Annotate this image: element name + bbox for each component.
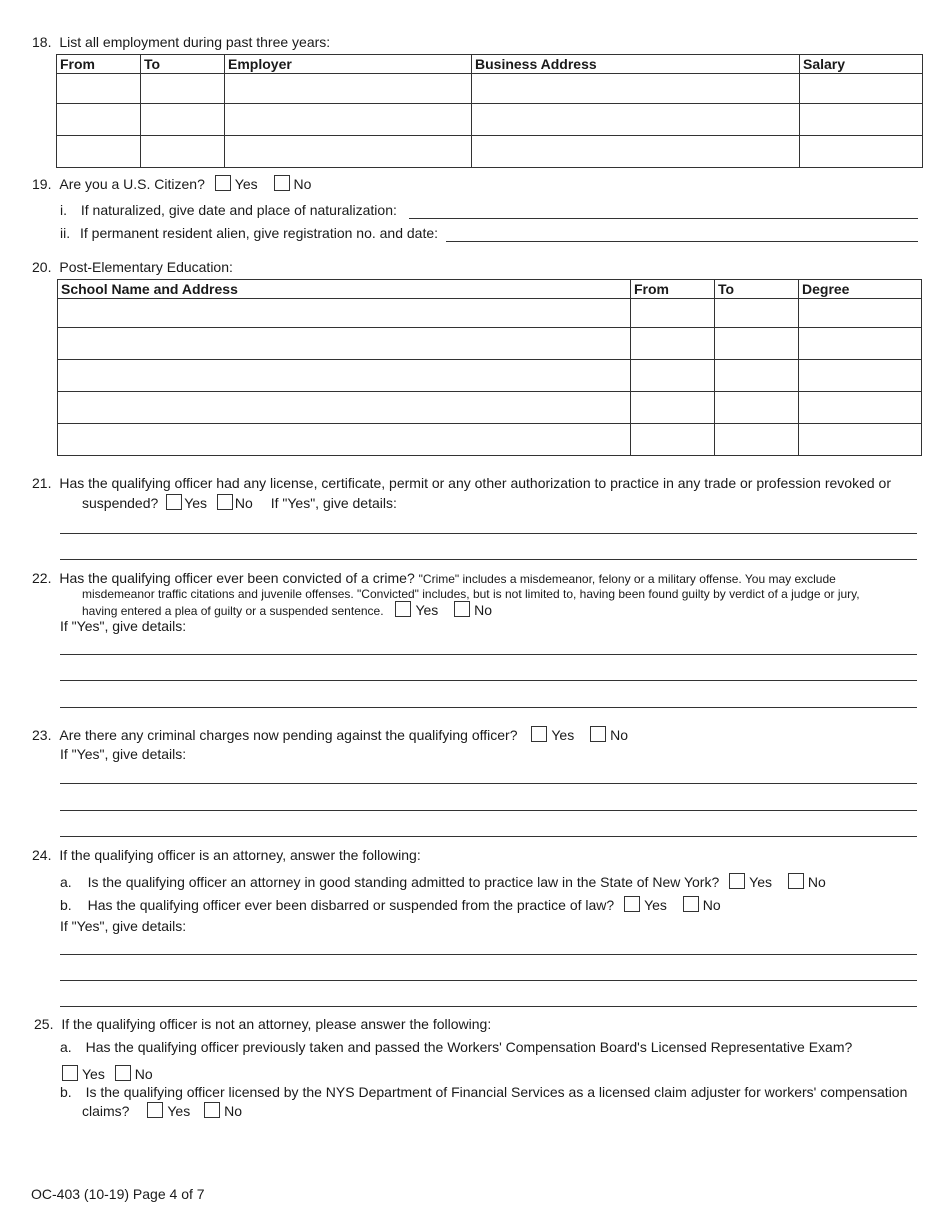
q22-details-line[interactable] bbox=[60, 707, 917, 708]
q21-details-line[interactable] bbox=[60, 533, 917, 534]
q22-details-line[interactable] bbox=[60, 654, 917, 655]
col-degree: Degree bbox=[799, 280, 922, 299]
q22-details-line[interactable] bbox=[60, 680, 917, 681]
q24-details-line[interactable] bbox=[60, 954, 917, 955]
q25-b-line2: claims? Yes No bbox=[82, 1103, 242, 1119]
employment-table bbox=[56, 54, 923, 168]
q25b-no-checkbox[interactable] bbox=[204, 1102, 220, 1118]
col-from: From bbox=[631, 280, 715, 299]
table-row bbox=[57, 136, 923, 168]
q21-details-line[interactable] bbox=[60, 559, 917, 560]
q19-ii-answer-line[interactable] bbox=[446, 241, 918, 242]
col-salary: Salary bbox=[800, 55, 923, 74]
q24-details-line[interactable] bbox=[60, 980, 917, 981]
q24-b: b. Has the qualifying officer ever been disbarred or suspended from the practice of law? Yes No bbox=[60, 897, 721, 913]
q25-label: 25. If the qualifying officer is not an attorney, please answer the following: bbox=[34, 1016, 492, 1032]
q25-b: b. Is the qualifying officer licensed by the NYS Department of Financial Services as a licensed claim adjuster for workers' compensation bbox=[60, 1084, 908, 1100]
q25a-no-checkbox[interactable] bbox=[115, 1065, 131, 1081]
q19-i-answer-line[interactable] bbox=[409, 218, 918, 219]
q22-no-checkbox[interactable] bbox=[454, 601, 470, 617]
col-to: To bbox=[141, 55, 225, 74]
q24a-no-checkbox[interactable] bbox=[788, 873, 804, 889]
q22-label: 22. Has the qualifying officer ever been convicted of a crime? "Crime" includes a misdemeanor, felony or a military offense. You may exclude bbox=[32, 570, 836, 586]
table-row bbox=[58, 360, 922, 392]
q18-label: 18. List all employment during past three years: bbox=[32, 34, 331, 50]
education-table bbox=[57, 279, 922, 456]
table-row bbox=[57, 104, 923, 136]
col-school-name: School Name and Address bbox=[58, 280, 631, 299]
q24b-no-checkbox[interactable] bbox=[683, 896, 699, 912]
q24-details-line[interactable] bbox=[60, 1006, 917, 1007]
q23-details-line[interactable] bbox=[60, 810, 917, 811]
q21-line2: suspended? Yes No If "Yes", give details: bbox=[82, 495, 397, 511]
table-row bbox=[58, 328, 922, 360]
q20-label: 20. Post-Elementary Education: bbox=[32, 259, 233, 275]
q19-no-checkbox[interactable] bbox=[274, 175, 290, 191]
table-row bbox=[58, 392, 922, 424]
q19-yes-checkbox[interactable] bbox=[215, 175, 231, 191]
table-row bbox=[57, 74, 923, 104]
table-row bbox=[58, 424, 922, 456]
q23-details-label: If "Yes", give details: bbox=[60, 746, 187, 762]
q25b-yes-checkbox[interactable] bbox=[147, 1102, 163, 1118]
q21-label: 21. Has the qualifying officer had any license, certificate, permit or any other authorization to practice in any trade or profession revoked or bbox=[32, 475, 891, 491]
col-employer: Employer bbox=[225, 55, 472, 74]
page-footer: OC-403 (10-19) Page 4 of 7 bbox=[31, 1186, 205, 1202]
q22-line3: having entered a plea of guilty or a suspended sentence. Yes No bbox=[82, 602, 493, 618]
q24b-yes-checkbox[interactable] bbox=[624, 896, 640, 912]
q19-i-label: i. If naturalized, give date and place of naturalization: bbox=[60, 202, 397, 218]
q22-note-line2: misdemeanor traffic citations and juvenile offenses. "Convicted" includes, but is not limited to, having been found guilty by verdict of a judge or jury, bbox=[82, 587, 860, 601]
col-to: To bbox=[715, 280, 799, 299]
q24a-yes-checkbox[interactable] bbox=[729, 873, 745, 889]
q22-yes-checkbox[interactable] bbox=[395, 601, 411, 617]
q23-yes-checkbox[interactable] bbox=[531, 726, 547, 742]
q23-details-line[interactable] bbox=[60, 836, 917, 837]
q24-details-label: If "Yes", give details: bbox=[60, 918, 187, 934]
q21-no-checkbox[interactable] bbox=[217, 494, 233, 510]
q25-a-answers: Yes No bbox=[56, 1065, 153, 1082]
q23-label: 23. Are there any criminal charges now pending against the qualifying officer? Yes No bbox=[32, 727, 629, 743]
q24-label: 24. If the qualifying officer is an attorney, answer the following: bbox=[32, 847, 421, 863]
q25-a: a. Has the qualifying officer previously taken and passed the Workers' Compensation Board's Licensed Representative Exam? bbox=[60, 1039, 853, 1055]
q22-details-label: If "Yes", give details: bbox=[60, 618, 187, 634]
col-business-address: Business Address bbox=[472, 55, 800, 74]
q25a-yes-checkbox[interactable] bbox=[62, 1065, 78, 1081]
q23-details-line[interactable] bbox=[60, 783, 917, 784]
q23-no-checkbox[interactable] bbox=[590, 726, 606, 742]
q24-a: a. Is the qualifying officer an attorney in good standing admitted to practice law in the State of New York? Yes No bbox=[60, 874, 826, 890]
col-from: From bbox=[57, 55, 141, 74]
q21-yes-checkbox[interactable] bbox=[166, 494, 182, 510]
q19-ii-label: ii. If permanent resident alien, give registration no. and date: bbox=[60, 225, 439, 241]
q19-label: 19. Are you a U.S. Citizen? Yes No bbox=[32, 176, 312, 192]
table-row bbox=[58, 299, 922, 328]
